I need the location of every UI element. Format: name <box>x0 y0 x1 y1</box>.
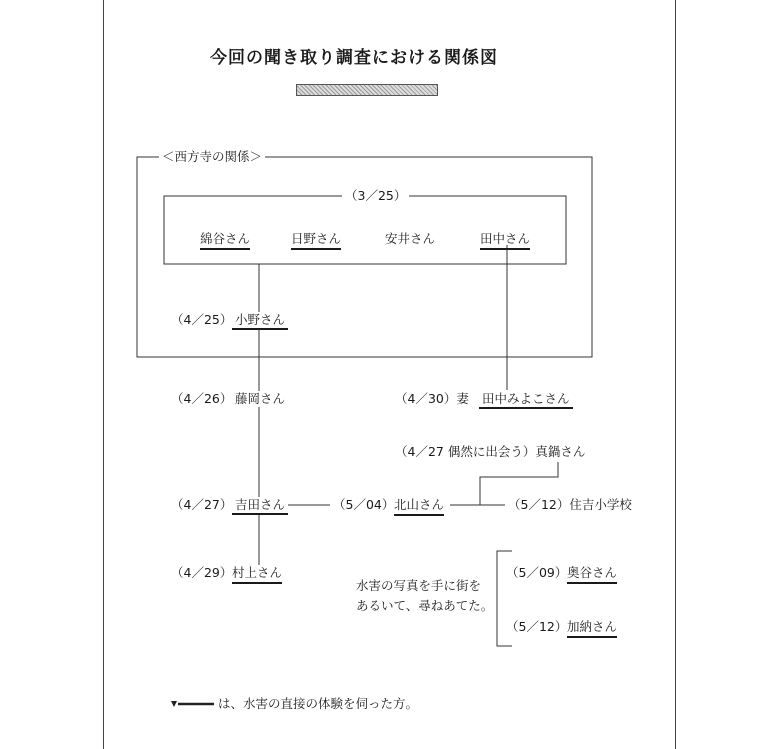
member-yasui: 安井さん <box>385 231 436 246</box>
member-watatani: 綿谷さん <box>200 231 250 250</box>
ono-name: 小野さん <box>232 312 288 330</box>
ono-date: （4／25） <box>171 312 233 327</box>
murakami-name: 村上さん <box>232 565 282 584</box>
note-line-1: 水害の写真を手に街を <box>356 578 482 593</box>
first-visit-box <box>164 196 566 264</box>
fujioka-name: 藤岡さん <box>232 391 288 407</box>
legend-text: は、水害の直接の体験を伺った方。 <box>218 696 419 711</box>
member-tanaka: 田中さん <box>480 231 530 250</box>
kanou-date: （5／12） <box>506 619 568 634</box>
member-hino: 日野さん <box>291 231 341 250</box>
kitayama-name: 北山さん <box>394 497 444 516</box>
legend-marker-icon <box>171 701 177 707</box>
murakami-date: （4／29） <box>171 565 233 580</box>
first-visit-date: （3／25） <box>342 188 409 204</box>
okutani-name: 奥谷さん <box>567 565 617 584</box>
tanaka-miyoko-name: 田中みよこさん <box>479 391 573 409</box>
manabe-label: （4／27 偶然に出会う）真鍋さん <box>395 444 586 459</box>
tanaka-miyoko-date: （4／30）妻 <box>395 391 469 406</box>
page-title: 今回の聞き取り調査における関係図 <box>210 48 498 68</box>
yoshida-name: 吉田さん <box>232 497 288 515</box>
temple-group-label: ＜西方寺の関係＞ <box>159 149 265 165</box>
kitayama-date: （5／04） <box>330 497 397 513</box>
okutani-date: （5／09） <box>506 565 568 580</box>
fujioka-date: （4／26） <box>171 391 233 406</box>
yoshida-date: （4／27） <box>171 497 233 512</box>
title-decoration-band <box>296 84 438 96</box>
school-label: （5／12）住吉小学校 <box>505 497 635 513</box>
note-line-2: あるいて、尋ねあてた。 <box>356 598 494 613</box>
kanou-name: 加納さん <box>567 619 617 638</box>
